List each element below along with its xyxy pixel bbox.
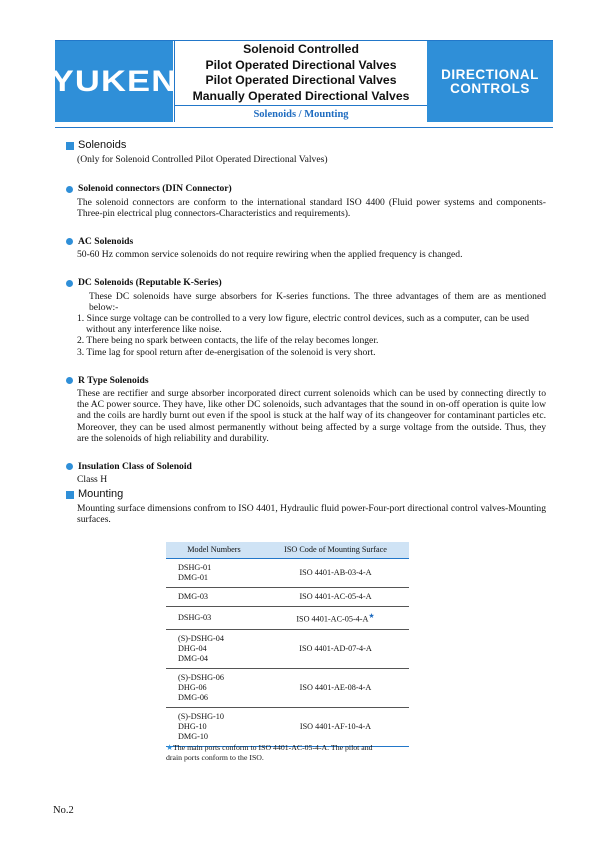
table-footnote (166, 743, 388, 763)
iso-code: ISO 4401-AF-10-4-A (299, 721, 372, 731)
mounting-heading (66, 489, 546, 500)
iso-cell (262, 707, 409, 746)
rtype-heading (66, 375, 546, 386)
model-number: DHG-04 (178, 643, 207, 653)
connectors-heading-text: Solenoid connectors (DIN Connector) (78, 183, 232, 195)
dc-heading (66, 277, 546, 288)
solenoids-heading (66, 140, 546, 151)
document-title (175, 41, 427, 105)
model-number: DMG-06 (178, 692, 209, 702)
logo-text: YUKEN (50, 64, 178, 98)
section-line: CONTROLS (450, 80, 530, 96)
dc-intro: These DC solenoids have surge absorbers for K-series functions. The three advantages of them are as mentioned below:- (89, 290, 546, 313)
table-row (166, 707, 409, 746)
title-line: Pilot Operated Directional Valves (205, 57, 397, 72)
model-cell (166, 559, 262, 588)
document-subtitle: Solenoids / Mounting (175, 105, 427, 123)
rtype-heading-text: R Type Solenoids (78, 374, 149, 386)
model-number: DMG-03 (178, 592, 209, 601)
ac-text: 50-60 Hz common service solenoids do not require rewiring when the applied frequency is changed. (77, 249, 463, 261)
rtype-text: These are rectifier and surge absorber incorporated direct current solenoids which can be used by connecting directly to the AC power source. They have, like other DC solenoids, such advantages that the sound in on-off operation is quite low and the coils are hardly burnt out even if the spool is stuck at the half way of its changeover for contaminant particles etc. Moreover, they can be used almost permanently without being affected by a surge voltage from the outside. Thus, they are the solenoids of high reliability and durability. (77, 388, 546, 444)
model-number: DMG-01 (178, 573, 209, 582)
model-cell (166, 707, 262, 746)
star-icon: ★ (166, 743, 173, 752)
insulation-heading (66, 461, 546, 472)
square-bullet-icon (66, 491, 74, 499)
iso-code: ISO 4401-AC-05-4-A (299, 592, 372, 601)
insulation-text: Class H (77, 474, 108, 486)
model-cell (166, 588, 262, 607)
mounting-text: Mounting surface dimensions confrom to ISO 4401, Hydraulic fluid power-Four-port directional control valves-Mounting surfaces. (77, 502, 546, 525)
table-row (166, 559, 409, 588)
column-header-models: Model Numbers (166, 542, 262, 559)
model-number: (S)-DSHG-10 (178, 711, 224, 721)
title-block (174, 41, 428, 122)
page-number: No.2 (53, 805, 74, 816)
table-row (166, 588, 409, 607)
iso-code: ISO 4401-AC-05-4-A (296, 614, 369, 624)
section-label (427, 41, 553, 122)
table-row (166, 607, 409, 630)
model-number: (S)-DSHG-04 (178, 633, 224, 643)
insulation-heading-text: Insulation Class of Solenoid (78, 461, 192, 473)
section-line: DIRECTIONAL (441, 66, 539, 82)
yuken-logo (50, 41, 178, 122)
footnote-text: The main ports conform to ISO 4401-AC-05-4-A. The pilot and drain ports conform to the ISO. (166, 743, 373, 762)
iso-cell (262, 607, 409, 630)
star-icon: ★ (368, 612, 375, 620)
model-number: DMG-10 (178, 731, 209, 741)
list-item: 1. Since surge voltage can be controlled to a very low figure, electric control devices, such as a computer, can be used without any interference like noise. (77, 313, 530, 336)
column-header-iso: ISO Code of Mounting Surface (262, 542, 409, 559)
model-number: DSHG-01 (178, 563, 212, 572)
model-cell (166, 629, 262, 668)
solenoids-heading-text: Solenoids (78, 139, 127, 151)
round-bullet-icon (66, 186, 73, 193)
mounting-heading-text: Mounting (78, 488, 124, 501)
table-row (166, 668, 409, 707)
model-cell (166, 668, 262, 707)
solenoids-note: (Only for Solenoid Controlled Pilot Operated Directional Valves) (77, 154, 328, 166)
dc-heading-text: DC Solenoids (Reputable K-Series) (78, 277, 222, 289)
iso-code: ISO 4401-AD-07-4-A (299, 643, 372, 653)
connectors-text: The solenoid connectors are conform to the international standard ISO 4400 (Fluid power systems and components-Three-pin electrical plug connectors-Characteristics and requirements). (77, 196, 546, 219)
ac-heading (66, 236, 546, 247)
header-bottom-rule (55, 127, 553, 128)
connectors-heading (66, 183, 546, 194)
mounting-table (166, 542, 409, 747)
model-number: (S)-DSHG-06 (178, 672, 224, 682)
list-item: 2. There being no spark between contacts, the life of the relay becomes longer. (77, 335, 379, 347)
iso-cell (262, 559, 409, 588)
title-line: Pilot Operated Directional Valves (205, 73, 397, 87)
model-cell (166, 607, 262, 630)
iso-code: ISO 4401-AB-03-4-A (299, 568, 372, 577)
iso-cell (262, 668, 409, 707)
round-bullet-icon (66, 377, 73, 384)
title-line: Solenoid Controlled (243, 42, 359, 56)
iso-code: ISO 4401-AE-08-4-A (299, 682, 372, 692)
ac-heading-text: AC Solenoids (78, 236, 134, 248)
dc-advantages-list (77, 313, 546, 358)
model-number: DHG-10 (178, 721, 207, 731)
table-header-row (166, 542, 409, 559)
model-number: DMG-04 (178, 653, 209, 663)
table-row (166, 629, 409, 668)
round-bullet-icon (66, 280, 73, 287)
round-bullet-icon (66, 463, 73, 470)
model-number: DSHG-03 (178, 612, 212, 622)
list-item: 3. Time lag for spool return after de-energisation of the solenoid is very short. (77, 346, 376, 358)
iso-cell (262, 629, 409, 668)
square-bullet-icon (66, 142, 74, 150)
page-content (66, 140, 546, 525)
iso-cell (262, 588, 409, 607)
round-bullet-icon (66, 238, 73, 245)
title-line: Manually Operated Directional Valves (192, 88, 410, 103)
model-number: DHG-06 (178, 682, 207, 692)
